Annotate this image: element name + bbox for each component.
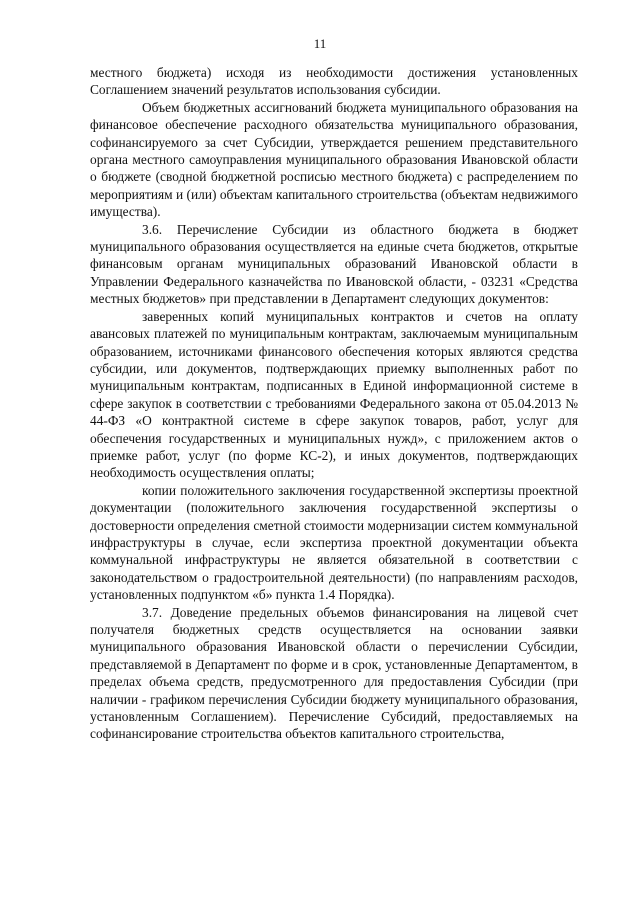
paragraph-budget-allocations: Объем бюджетных ассигнований бюджета муниципального образования на финансовое обеспечение расходного обязательства муниципального образования, софинансируемого за счет Субсидии, утверждается решением представительного органа местного самоуправления муниципального образования Ивановской области о бюджете (сводной бюджетной росписью местного бюджета) с распределением по мероприятиям и (или) объектам капитального строительства (объектам недвижимого имущества). xyxy=(90,99,578,220)
paragraph-expertise-copy: копии положительного заключения государственной экспертизы проектной документации (положительного заключения государственной экспертизы о достоверности определения сметной стоимости модернизации систем коммунальной инфраструктуры в случае, если экспертиза проектной документации объекта коммунальной инфраструктуры не является обязательной в соответствии с законодательством о градостроительной деятельности) (по направлениям расходов, установленных подпунктом «б» пункта 1.4 Порядка). xyxy=(90,482,578,603)
paragraph-3-7: 3.7. Доведение предельных объемов финансирования на лицевой счет получателя бюджетных средств осуществляется на основании заявки муниципального образования Ивановской области о перечислении Субсидии, представляемой в Департамент по форме и в срок, установленные Департаментом, в пределах объема средств, предусмотренного для предоставления Субсидии (при наличии - графиком перечисления Субсидии бюджету муниципального образования, установленным Соглашением). Перечисление Субсидий, предоставляемых на софинансирование строительства объектов капитального строительства, xyxy=(90,604,578,742)
document-body xyxy=(90,64,578,743)
paragraph-continuation: местного бюджета) исходя из необходимости достижения установленных Соглашением значений результатов использования субсидии. xyxy=(90,65,578,98)
paragraph-3-6: 3.6. Перечисление Субсидии из областного бюджета в бюджет муниципального образования осуществляется на единые счета бюджетов, открытые финансовым органам муниципальных образований Ивановской области в Управлении Федерального казначейства по Ивановской области, - 03231 «Средства местных бюджетов» при представлении в Департамент следующих документов: xyxy=(90,221,578,307)
page-number: 11 xyxy=(313,36,327,51)
paragraph-contract-copies: заверенных копий муниципальных контрактов и счетов на оплату авансовых платежей по муниципальным контрактам, заключаемым муниципальным образованием, источниками финансового обеспечения которых являются средства субсидии, или документов, подтверждающих приемку выполненных работ по муниципальным контрактам, подписанных в Единой информационной системе в сфере закупок в соответствии с требованиями Федерального закона от 05.04.2013 № 44-ФЗ «О контрактной системе в сфере закупок товаров, работ, услуг для обеспечения государственных и муниципальных нужд», с приложением актов о приемке работ, услуг (по форме КС-2), и иных документов, подтверждающих необходимость осуществления оплаты; xyxy=(90,308,578,481)
